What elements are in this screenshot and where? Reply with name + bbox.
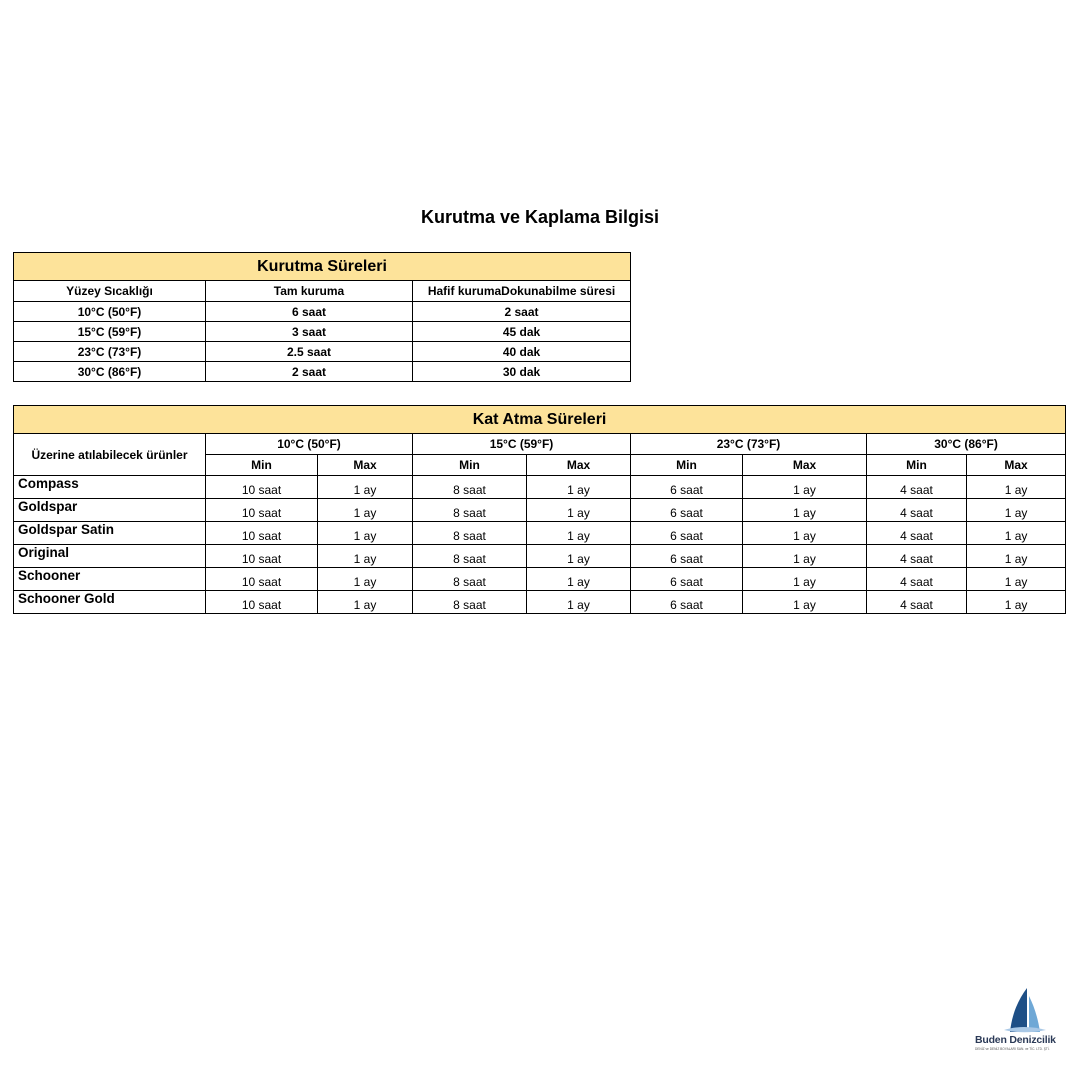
max-time-cell: 1 ay [318, 476, 413, 499]
max-header: Max [743, 455, 867, 476]
product-name: Schooner [14, 568, 206, 591]
min-header: Min [413, 455, 527, 476]
drying-time-cell: 2 saat [206, 362, 413, 382]
min-header: Min [631, 455, 743, 476]
min-time-cell: 10 saat [206, 499, 318, 522]
max-time-cell: 1 ay [527, 545, 631, 568]
min-time-cell: 8 saat [413, 591, 527, 614]
min-time-cell: 6 saat [631, 499, 743, 522]
min-time-cell: 8 saat [413, 545, 527, 568]
drying-row [14, 362, 631, 382]
drying-row [14, 322, 631, 342]
table-row [14, 499, 1066, 522]
drying-times-table [13, 252, 631, 382]
product-name: Goldspar [14, 499, 206, 522]
max-time-cell: 1 ay [743, 568, 867, 591]
logo-tagline: DENİZ ve DENİZ BOYALARI SAN. ve TİC. LTD. ŞTİ. [975, 1047, 1050, 1051]
company-logo [972, 986, 1072, 1056]
table-row [14, 522, 1066, 545]
max-time-cell: 1 ay [743, 545, 867, 568]
max-time-cell: 1 ay [967, 545, 1066, 568]
min-time-cell: 8 saat [413, 522, 527, 545]
max-time-cell: 1 ay [743, 499, 867, 522]
drying-time-cell: 2.5 saat [206, 342, 413, 362]
min-time-cell: 10 saat [206, 476, 318, 499]
max-time-cell: 1 ay [318, 522, 413, 545]
drying-time-cell: 45 dak [413, 322, 631, 342]
table-row [14, 591, 1066, 614]
min-time-cell: 4 saat [867, 499, 967, 522]
max-header: Max [318, 455, 413, 476]
drying-time-cell: 6 saat [206, 302, 413, 322]
min-time-cell: 6 saat [631, 476, 743, 499]
max-time-cell: 1 ay [967, 591, 1066, 614]
drying-time-cell: 3 saat [206, 322, 413, 342]
max-time-cell: 1 ay [527, 591, 631, 614]
max-time-cell: 1 ay [318, 499, 413, 522]
surface-temp-cell: 30°C (86°F) [14, 362, 206, 382]
max-time-cell: 1 ay [967, 499, 1066, 522]
drying-table-title: Kurutma Süreleri [14, 253, 631, 281]
min-time-cell: 4 saat [867, 476, 967, 499]
drying-time-cell: 30 dak [413, 362, 631, 382]
max-time-cell: 1 ay [967, 522, 1066, 545]
max-time-cell: 1 ay [527, 476, 631, 499]
product-name: Compass [14, 476, 206, 499]
max-header: Max [967, 455, 1066, 476]
min-time-cell: 4 saat [867, 568, 967, 591]
min-header: Min [867, 455, 967, 476]
table-row [14, 568, 1066, 591]
min-time-cell: 10 saat [206, 591, 318, 614]
max-time-cell: 1 ay [527, 499, 631, 522]
min-time-cell: 8 saat [413, 476, 527, 499]
min-time-cell: 10 saat [206, 545, 318, 568]
drying-col-header: Yüzey Sıcaklığı [14, 281, 206, 302]
surface-temp-cell: 10°C (50°F) [14, 302, 206, 322]
sailboat-icon [996, 986, 1052, 1036]
drying-row [14, 302, 631, 322]
min-header: Min [206, 455, 318, 476]
min-time-cell: 6 saat [631, 591, 743, 614]
max-time-cell: 1 ay [527, 568, 631, 591]
min-time-cell: 4 saat [867, 522, 967, 545]
max-time-cell: 1 ay [743, 591, 867, 614]
max-time-cell: 1 ay [967, 476, 1066, 499]
temp-group-header: 23°C (73°F) [631, 434, 867, 455]
recoat-table-title: Kat Atma Süreleri [14, 406, 1066, 434]
product-name: Original [14, 545, 206, 568]
drying-time-cell: 2 saat [413, 302, 631, 322]
max-time-cell: 1 ay [527, 522, 631, 545]
min-time-cell: 4 saat [867, 545, 967, 568]
min-time-cell: 10 saat [206, 522, 318, 545]
temp-group-header: 15°C (59°F) [413, 434, 631, 455]
min-time-cell: 6 saat [631, 568, 743, 591]
min-time-cell: 6 saat [631, 545, 743, 568]
recoat-times-table [13, 405, 1066, 614]
temp-group-header: 10°C (50°F) [206, 434, 413, 455]
surface-temp-cell: 15°C (59°F) [14, 322, 206, 342]
min-time-cell: 6 saat [631, 522, 743, 545]
table-row [14, 476, 1066, 499]
max-time-cell: 1 ay [318, 568, 413, 591]
min-time-cell: 10 saat [206, 568, 318, 591]
table-row [14, 545, 1066, 568]
products-header: Üzerine atılabilecek ürünler [14, 434, 206, 476]
drying-time-cell: 40 dak [413, 342, 631, 362]
drying-col-header: Hafif kurumaDokunabilme süresi [413, 281, 631, 302]
temp-group-header: 30°C (86°F) [867, 434, 1066, 455]
max-time-cell: 1 ay [967, 568, 1066, 591]
logo-brand-text: Buden Denizcilik [975, 1034, 1056, 1046]
product-name: Schooner Gold [14, 591, 206, 614]
min-time-cell: 4 saat [867, 591, 967, 614]
surface-temp-cell: 23°C (73°F) [14, 342, 206, 362]
max-time-cell: 1 ay [743, 522, 867, 545]
drying-row [14, 342, 631, 362]
product-name: Goldspar Satin [14, 522, 206, 545]
max-time-cell: 1 ay [318, 545, 413, 568]
max-time-cell: 1 ay [318, 591, 413, 614]
max-time-cell: 1 ay [743, 476, 867, 499]
page-title: Kurutma ve Kaplama Bilgisi [420, 207, 660, 227]
max-header: Max [527, 455, 631, 476]
drying-col-header: Tam kuruma [206, 281, 413, 302]
min-time-cell: 8 saat [413, 499, 527, 522]
min-time-cell: 8 saat [413, 568, 527, 591]
